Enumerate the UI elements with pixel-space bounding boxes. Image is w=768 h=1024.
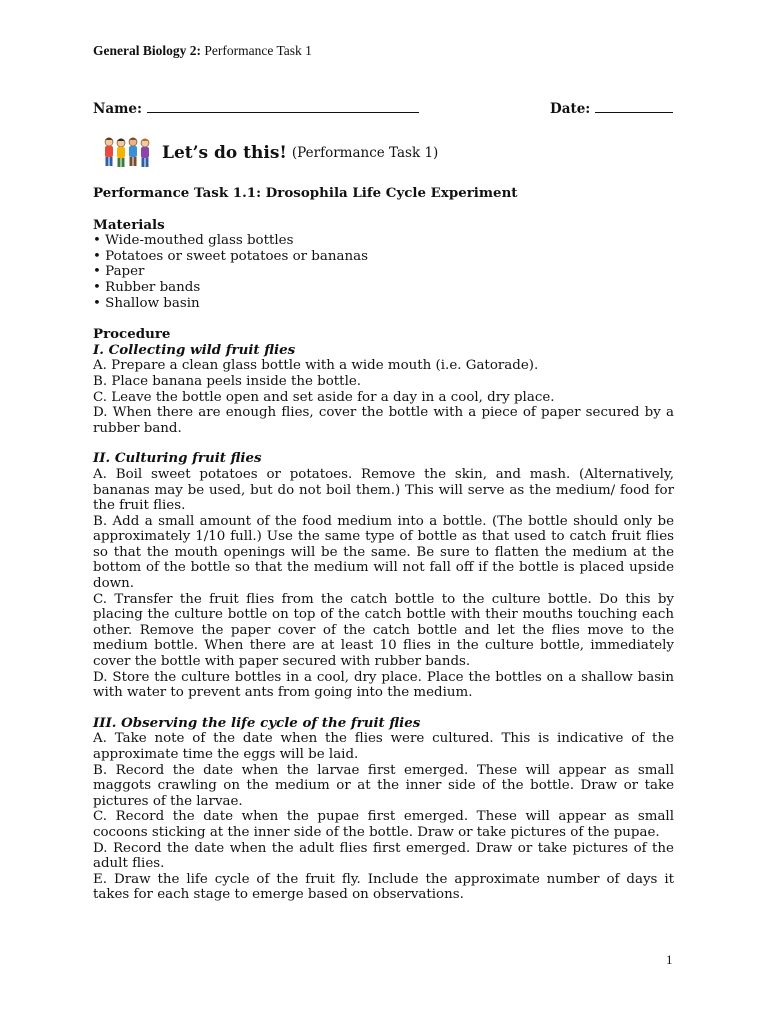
- procedure-step: B. Place banana peels inside the bottle.: [93, 373, 362, 389]
- procedure-step: A. Prepare a clean glass bottle with a wide mouth (i.e. Gatorade).: [93, 358, 539, 374]
- procedure-step: C. Record the date when the pupae first emerged. These will appear as small cocoons sticking at the inner side of the bottle. Draw or take pictures of the pupae.: [93, 809, 674, 840]
- materials-item: • Rubber bands: [93, 279, 201, 295]
- materials-item: • Potatoes or sweet potatoes or bananas: [93, 248, 368, 264]
- procedure-step: B. Record the date when the larvae first emerged. These will appear as small maggots crawling on the medium or at the inner side of the bottle. Draw or take pictures of the larvae.: [93, 762, 674, 809]
- task-title: Performance Task 1.1: Drosophila Life Cycle Experiment: [93, 185, 518, 201]
- document-body: [93, 186, 674, 903]
- task-name: Performance Task 1: [204, 43, 312, 58]
- procedure-heading: Procedure: [93, 326, 171, 343]
- section-title: III. Observing the life cycle of the fruit flies: [93, 714, 421, 731]
- materials-item: • Shallow basin: [93, 295, 200, 311]
- section-title: II. Culturing fruit flies: [93, 450, 262, 467]
- procedure-step: D. Store the culture bottles in a cool, dry place. Place the bottles on a shallow basin with water to prevent ants from going into the medium.: [93, 669, 674, 701]
- procedure-step: A. Boil sweet potatoes or potatoes. Remove the skin, and mash. (Alternatively, bananas may be used, but do not boil them.) This will serve as the medium/ food for the fruit flies.: [93, 466, 674, 514]
- course-name: General Biology 2:: [93, 43, 201, 58]
- procedure-step: C. Leave the bottle open and set aside for a day in a cool, dry place.: [93, 389, 555, 405]
- banner-title: Let’s do this!: [162, 143, 287, 163]
- procedure-step: D. When there are enough flies, cover the bottle with a piece of paper secured by a rubber band.: [93, 405, 674, 436]
- name-blank[interactable]: [147, 112, 419, 113]
- banner-subtitle: (Performance Task 1): [291, 145, 439, 161]
- procedure-step: E. Draw the life cycle of the fruit fly. Include the approximate number of days it takes for each stage to emerge based on observations.: [93, 871, 674, 903]
- procedure-step: D. Record the date when the adult flies first emerged. Draw or take pictures of the adult flies.: [93, 840, 674, 872]
- procedure-step: B. Add a small amount of the food medium into a bottle. (The bottle should only be approximately 1/10 full.) Use the same type of bottle as that used to catch fruit flies so that the mouth openings will be the same. Be sure to flatten the medium at the bottom of the bottle so that the medium will not fall off if the bottle is placed upside down.: [93, 513, 674, 592]
- section-title: I. Collecting wild fruit flies: [93, 341, 296, 358]
- materials-item: • Paper: [93, 264, 145, 280]
- page-header: [93, 43, 312, 59]
- materials-item: • Wide-mouthed glass bottles: [93, 233, 294, 249]
- name-date-row: [93, 101, 673, 117]
- date-field: [550, 101, 673, 117]
- materials-heading: Materials: [93, 216, 165, 233]
- page-number: 1: [666, 952, 673, 967]
- banner: [100, 133, 438, 173]
- kids-icon: [100, 135, 156, 171]
- date-label: Date:: [550, 101, 591, 117]
- procedure-step: C. Transfer the fruit flies from the catch bottle to the culture bottle. Do this by placing the culture bottle on top of the catch bottle with their mouths touching each other. Remove the paper cover of the catch bottle and let the flies move to the medium bottle. When there are at least 10 flies in the culture bottle, immediately cover the bottle with paper secured with rubber bands.: [93, 591, 674, 670]
- procedure-step: A. Take note of the date when the flies were cultured. This is indicative of the approximate time the eggs will be laid.: [93, 731, 674, 762]
- date-blank[interactable]: [595, 112, 673, 113]
- name-label: Name:: [93, 101, 142, 117]
